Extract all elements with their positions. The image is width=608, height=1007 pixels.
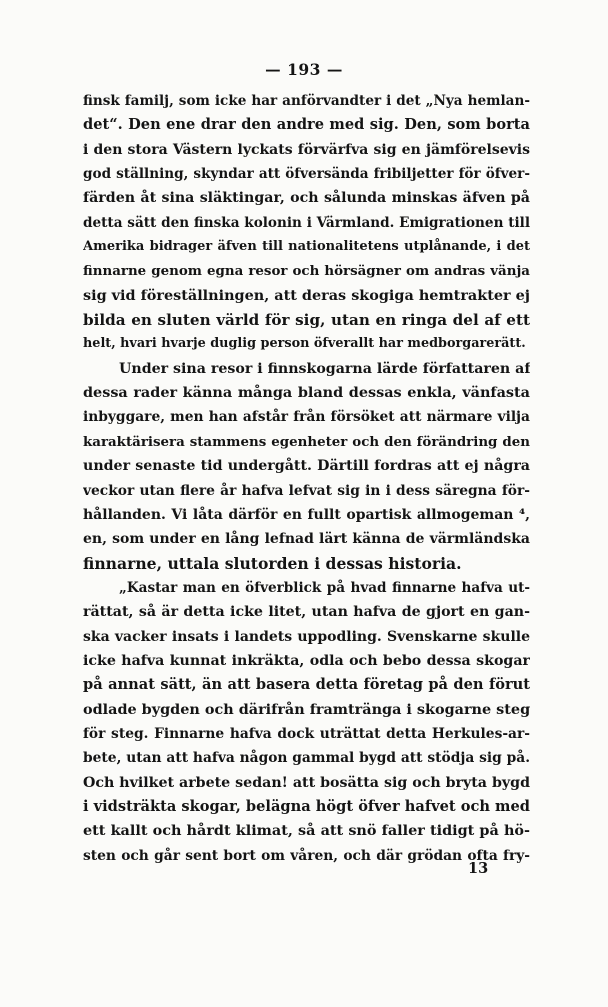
text-line: för steg. Finnarne hafva dock uträttat detta Herkules-ar- [83,725,530,742]
page-number-header: — 193 — [265,60,343,79]
text-line: under senaste tid undergått. Därtill fordras att ej några [83,458,530,475]
text-line: det“. Den ene drar den andre med sig. Den, som borta [83,116,530,134]
text-line: Och hvilket arbete sedan! att bosätta sig och bryta bygd [83,774,530,791]
text-line: inbyggare, men han afstår från försöket att närmare vilja [83,409,530,426]
text-line: i den stora Västern lyckats förvärfva sig en jämförelsevis [83,141,530,158]
text-line: ska vacker insats i landets uppodling. Svenskarne skulle [83,628,530,645]
text-line: rättat, så är detta icke litet, utan hafva de gjort en gan- [83,604,530,621]
text-line: på annat sätt, än att basera detta företag på den förut [83,676,530,694]
text-line: bilda en sluten värld för sig, utan en ringa del af ett [83,311,530,330]
text-line: finsk familj, som icke har anförvandter i det „Nya hemlan- [83,93,530,109]
text-line: dessa rader känna många bland dessas enkla, vänfasta [83,384,530,402]
text-line: en, som under en lång lefnad lärt känna de värmländska [83,531,530,548]
text-line: finnarne, uttala slutorden i dessas historia. [83,553,462,573]
text-line: sten och går sent bort om våren, och där grödan ofta fry- [83,847,530,864]
body-text [83,89,530,868]
signature-mark: 13 [468,860,489,877]
text-line: icke hafva kunnat inkräkta, odla och bebo dessa skogar [83,652,530,669]
text-line: god ställning, skyndar att öfversända fribiljetter för öfver- [83,166,530,183]
text-line: färden åt sina släktingar, och sålunda minskas äfven på [83,190,530,207]
text-line: „Kastar man en öfverblick på hvad finnarne hafva ut- [119,579,530,596]
text-line: helt, hvari hvarje duglig person öfverallt har medborgarerätt. [83,336,526,352]
text-line: ett kallt och hårdt klimat, så att snö faller tidigt på hö- [83,822,530,840]
text-line: detta sätt den finska kolonin i Värmland. Emigrationen till [83,214,530,231]
text-line: hållanden. Vi låta därför en fullt opartisk allmogeman ⁴, [83,506,530,523]
text-line: odlade bygden och därifrån framtränga i skogarne steg [83,700,530,718]
text-line: Amerika bidrager äfven till nationalitetens utplånande, i det [83,239,530,255]
text-line: i vidsträkta skogar, belägna högt öfver hafvet och med [83,797,530,815]
text-line: Under sina resor i finnskogarna lärde författaren af [119,360,530,377]
text-line: finnarne genom egna resor och hörsägner om andras vänja [83,263,530,280]
text-line: bete, utan att hafva någon gammal bygd att stödja sig på. [83,750,530,767]
text-line: veckor utan flere år hafva lefvat sig in i dess säregna för- [83,482,530,499]
text-line: karaktärisera stammens egenheter och den förändring den [83,433,530,450]
text-line: sig vid föreställningen, att deras skogiga hemtrakter ej [83,286,530,304]
